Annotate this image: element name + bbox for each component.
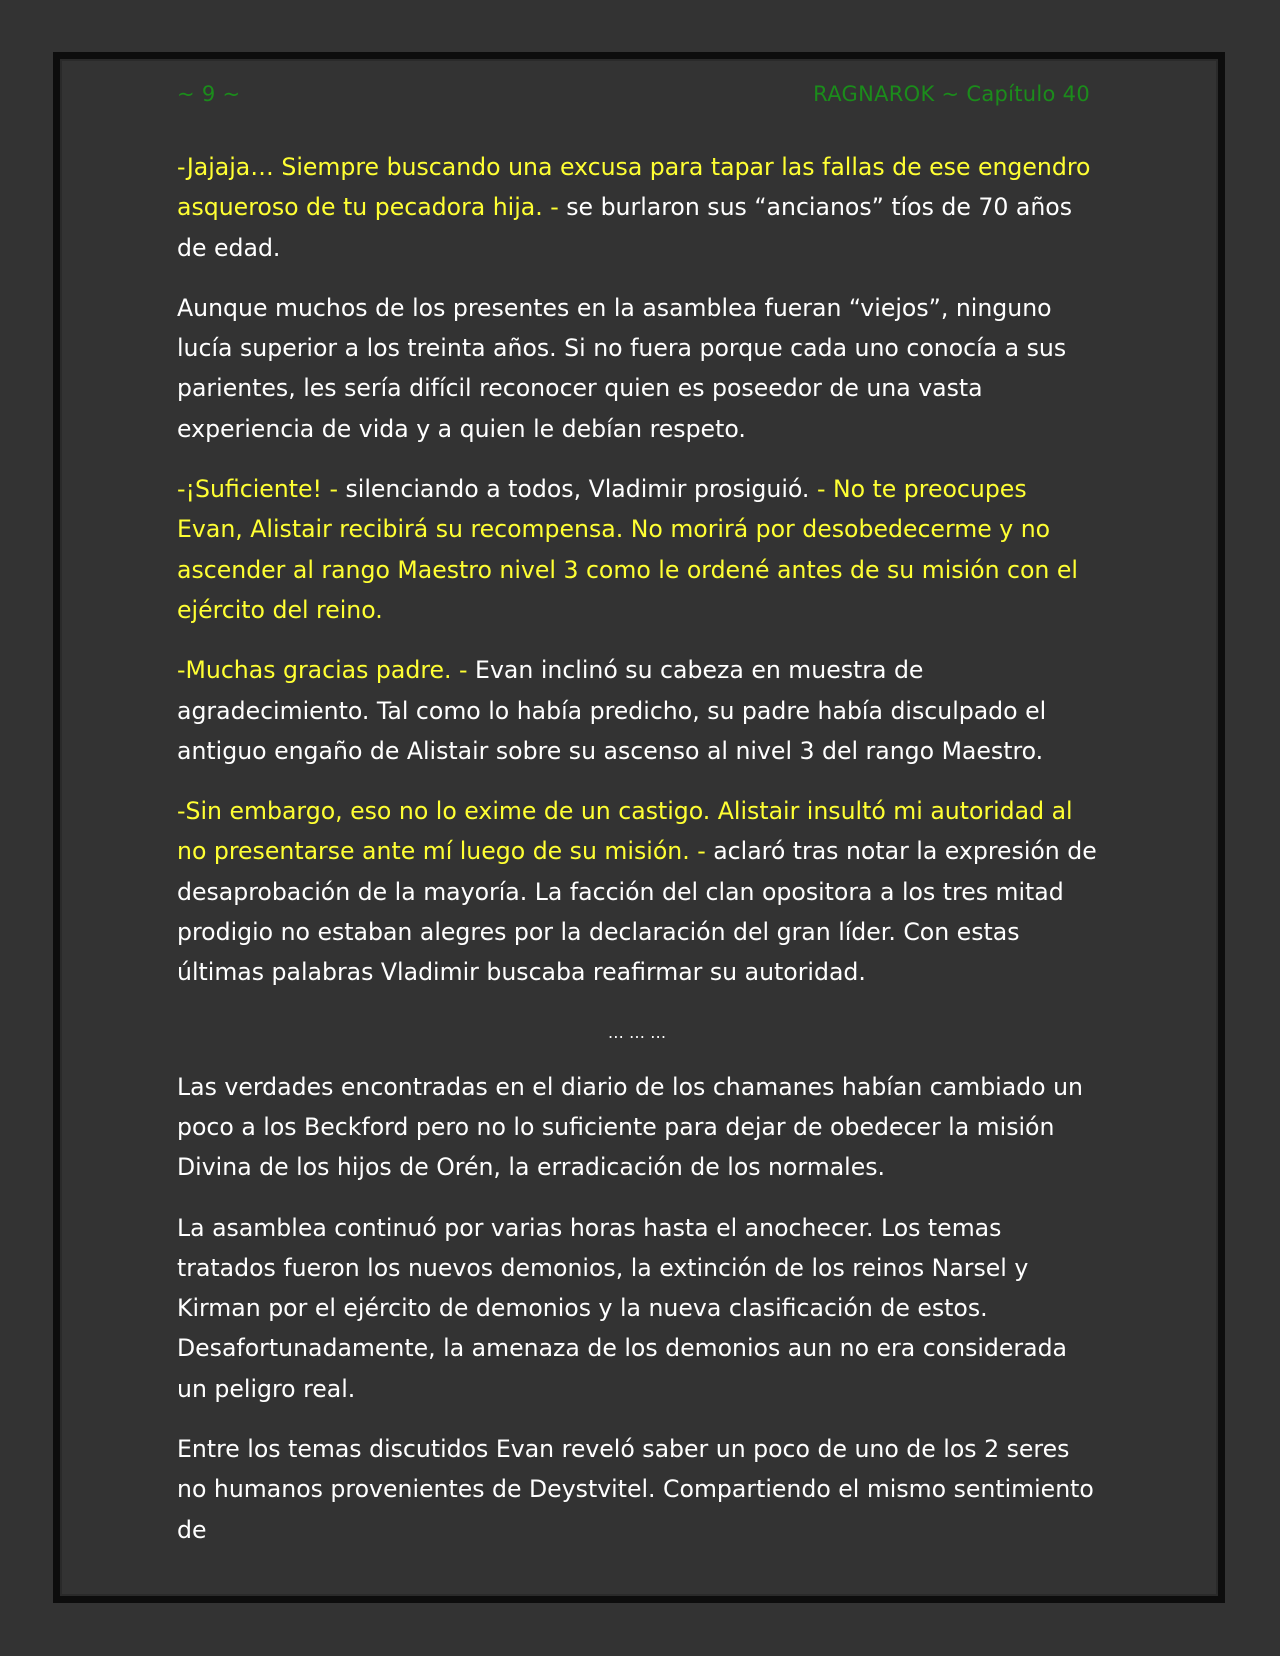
narration-text: Evan inclinó su cabeza en muestra de agradecimiento. Tal como lo había predicho, su padre había disculpado el antiguo engaño de Alistair sobre su ascenso al nivel 3 del rango Maestro. xyxy=(177,656,1047,765)
dialogue-text: -Sin embargo, eso no lo exime de un castigo. Alistair insultó mi autoridad al no presentarse ante mí luego de su misión. - xyxy=(177,797,1073,866)
narration-text: Entre los temas discutidos Evan reveló saber un poco de uno de los 2 seres no humanos provenientes de Deystvitel. Compartiendo el mismo sentimiento de xyxy=(177,1435,1094,1544)
paragraph-8 xyxy=(177,1429,1097,1550)
paragraph-3 xyxy=(177,469,1097,630)
narration-text: se burlaron sus “ancianos” tíos de 70 años de edad. xyxy=(177,193,1073,262)
narration-text: Aunque muchos de los presentes en la asamblea fueran “viejos”, ninguno lucía superior a los treinta años. Si no fuera porque cada uno conocía a sus parientes, les sería difícil reconocer quien es poseedor de una vasta experiencia de vida y a quien le debían respeto. xyxy=(177,293,1067,443)
paragraph-2 xyxy=(177,288,1097,449)
page-body xyxy=(177,147,1097,1570)
narration-text: La asamblea continuó por varias horas hasta el anochecer. Los temas tratados fueron los nuevos demonios, la extinción de los reinos Narsel y Kirman por el ejército de demonios y la nueva clasificación de estos. Desafortunadamente, la amenaza de los demonios aun no era considerada un peligro real. xyxy=(177,1213,1068,1403)
paragraph-5 xyxy=(177,791,1097,992)
paragraph-7 xyxy=(177,1208,1097,1409)
paragraph-1 xyxy=(177,147,1097,268)
scene-separator: … … … xyxy=(607,1022,667,1042)
paragraph-4 xyxy=(177,650,1097,771)
dialogue-text: -Jajaja… Siempre buscando una excusa para tapar las fallas de ese engendro asqueroso de tu pecadora hija. - xyxy=(177,153,1091,222)
narration-text: Las verdades encontradas en el diario de los chamanes habían cambiado un poco a los Beckford pero no lo suficiente para dejar de obedecer la misión Divina de los hijos de Orén, la erradicación de los normales. xyxy=(177,1072,1083,1182)
page-header xyxy=(177,78,1090,110)
paragraph-6 xyxy=(177,1067,1097,1188)
dialogue-text: -¡Suficiente! - xyxy=(177,475,338,504)
dialogue-text: - No te preocupes Evan, Alistair recibirá su recompensa. No morirá por desobedecerme y no ascender al rango Maestro nivel 3 como le ordené antes de su misión con el ejército del reino. xyxy=(177,475,1078,624)
narration-text: silenciando a todos, Vladimir prosiguió. xyxy=(338,475,817,504)
narration-text: aclaró tras notar la expresión de desaprobación de la mayoría. La facción del clan opositora a los tres mitad prodigio no estaban alegres por la declaración del gran líder. Con estas últimas palabras Vladimir buscaba reafirmar su autoridad. xyxy=(177,837,1097,987)
running-title: RAGNAROK ~ Capítulo 40 xyxy=(813,82,1090,106)
dialogue-text: -Muchas gracias padre. - xyxy=(177,656,468,685)
page-number: ~ 9 ~ xyxy=(177,82,241,106)
